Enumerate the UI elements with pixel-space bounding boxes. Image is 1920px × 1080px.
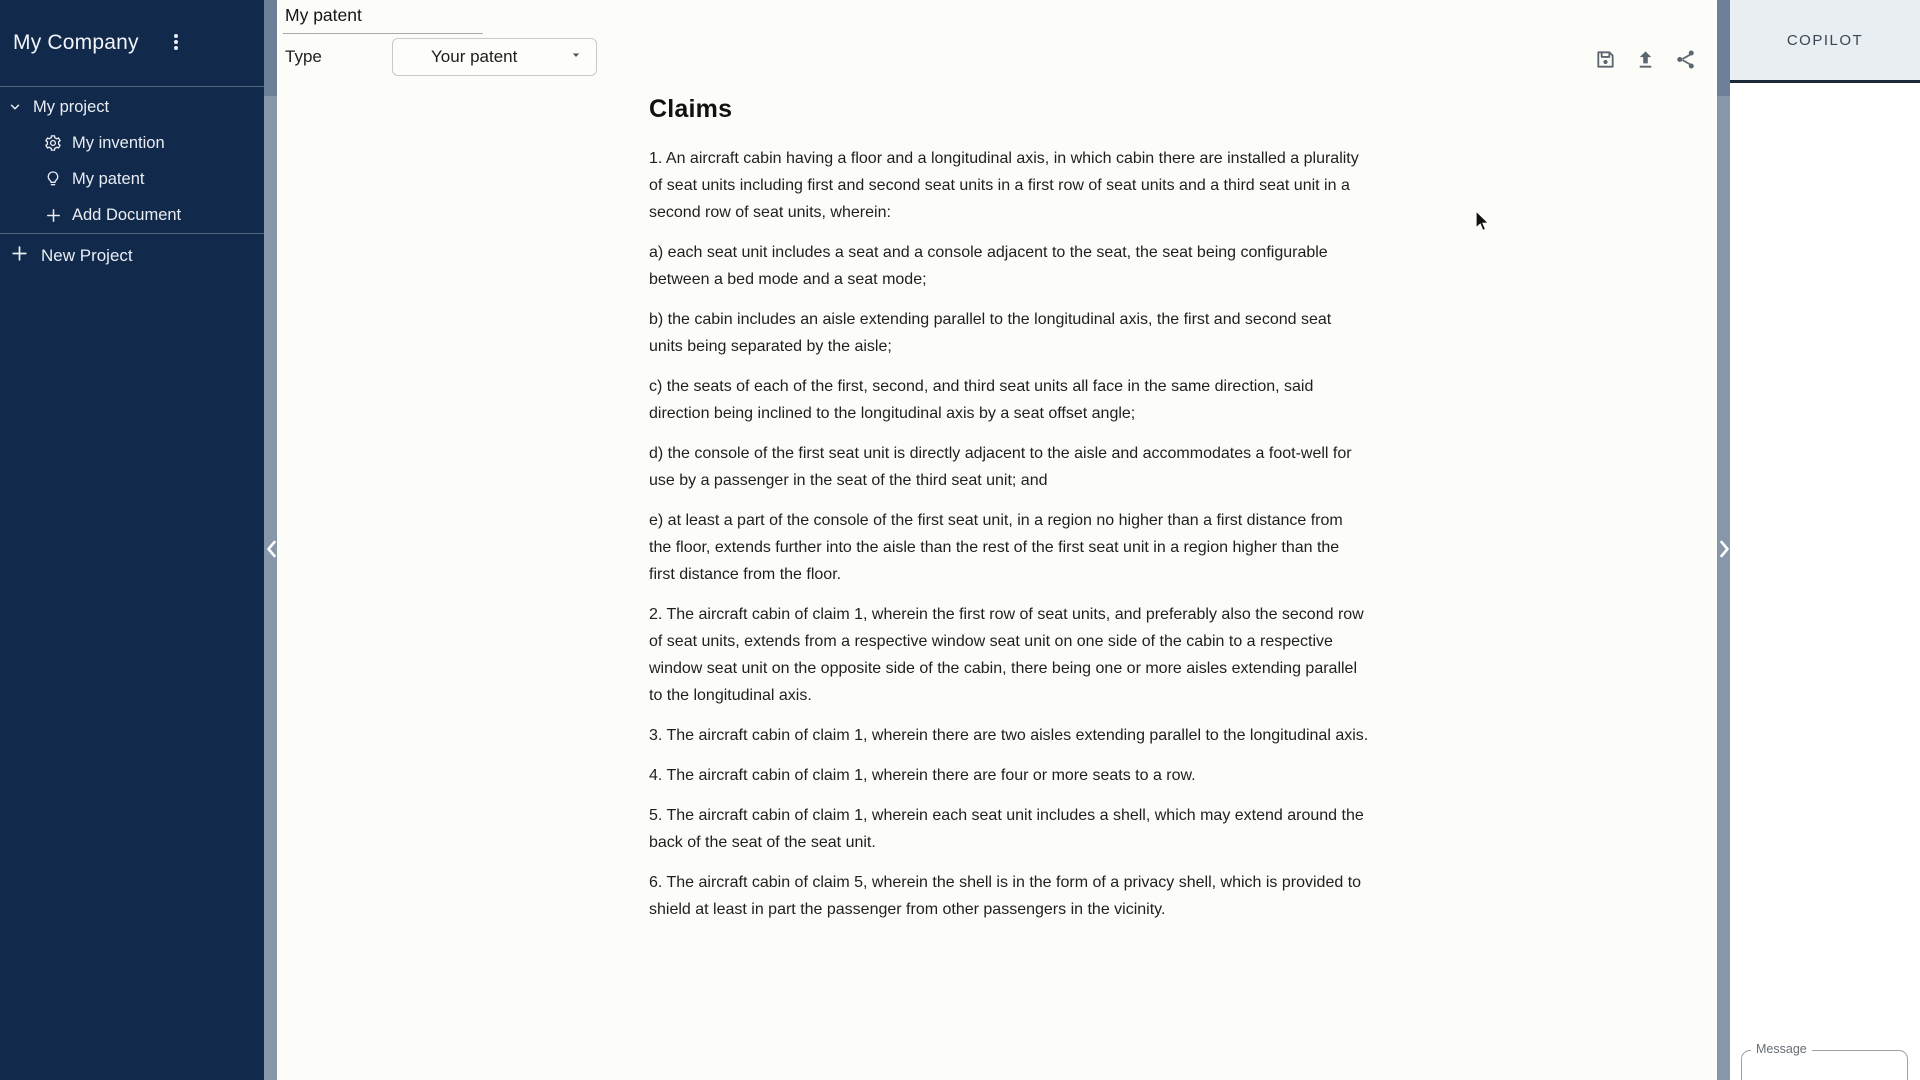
- main-content: [277, 0, 1717, 1080]
- claim-paragraph: a) each seat unit includes a seat and a console adjacent to the seat, the seat being configurable between a bed mode and a seat mode;: [649, 244, 1328, 288]
- chevron-right-icon: [1718, 539, 1731, 562]
- new-project-button[interactable]: [0, 234, 264, 278]
- sidebar-item-add-document[interactable]: [0, 197, 264, 233]
- sidebar-item-my-patent[interactable]: [0, 161, 264, 197]
- caret-down-icon: [569, 47, 583, 67]
- claim-paragraph: 5. The aircraft cabin of claim 1, wherein each seat unit includes a shell, which may extend around the back of the seat of the seat unit.: [649, 807, 1364, 851]
- claims-heading: Claims: [649, 95, 733, 123]
- claim-paragraph: d) the console of the first seat unit is directly adjacent to the aisle and accommodates a foot-well for use by a passenger in the seat of the third seat unit; and: [649, 445, 1352, 489]
- project-tree: [0, 87, 264, 233]
- sidebar-item-label: My project: [33, 97, 110, 116]
- plus-icon: [10, 244, 29, 268]
- toolbar: [1592, 46, 1699, 76]
- right-splitter[interactable]: [1717, 0, 1730, 1080]
- claim-paragraph: 6. The aircraft cabin of claim 5, wherein the shell is in the form of a privacy shell, which is provided to shield at least in part the passenger from other passengers in the vicinity.: [649, 874, 1362, 918]
- type-row: [285, 38, 597, 76]
- message-input[interactable]: [1741, 1042, 1908, 1080]
- claim-paragraph: e) at least a part of the console of the first seat unit, in a region no higher than a first distance from the floor, extends further into the aisle than the rest of the first seat unit in a region higher than the first distance from the floor.: [649, 512, 1343, 583]
- sidebar-item-my-project[interactable]: [0, 89, 264, 125]
- type-select[interactable]: [392, 38, 597, 76]
- scrollbar-thumb[interactable]: [1717, 0, 1730, 96]
- document-title-input[interactable]: My patent: [283, 3, 483, 34]
- chevron-down-icon: [6, 100, 24, 114]
- lightbulb-icon: [44, 170, 62, 188]
- copilot-panel: [1730, 0, 1920, 1080]
- claim-paragraph: b) the cabin includes an aisle extending parallel to the longitudinal axis, the first and second seat units being separated by the aisle;: [649, 311, 1332, 355]
- share-icon: [1674, 48, 1697, 74]
- claims-body: [649, 145, 1369, 923]
- claim-paragraph: 1. An aircraft cabin having a floor and a longitudinal axis, in which cabin there are installed a plurality of seat units including first and second seat units in a first row of seat units and a third seat unit in a second row of seat units, wherein:: [649, 150, 1359, 221]
- kebab-icon: [167, 32, 185, 55]
- new-project-label: New Project: [41, 246, 133, 265]
- upload-icon: [1634, 48, 1657, 74]
- save-icon: [1594, 48, 1617, 74]
- company-name: My Company: [13, 31, 139, 54]
- gear-icon: [44, 134, 62, 152]
- upload-button[interactable]: [1632, 46, 1659, 76]
- company-menu-button[interactable]: [163, 28, 189, 59]
- message-input-label: Message: [1751, 1042, 1812, 1056]
- claim-paragraph: 4. The aircraft cabin of claim 1, wherein there are four or more seats to a row.: [649, 767, 1196, 784]
- patent-document: [649, 95, 1369, 936]
- sidebar-item-my-invention[interactable]: [0, 125, 264, 161]
- sidebar-item-label: My invention: [72, 133, 165, 152]
- claim-paragraph: 2. The aircraft cabin of claim 1, wherein the first row of seat units, and preferably also the second row of seat units, extends from a respective window seat unit on one side of the cabin to a respective window seat unit on the opposite side of the cabin, there being one or more aisles extending parallel to the longitudinal axis.: [649, 606, 1364, 704]
- sidebar: [0, 0, 264, 1080]
- sidebar-item-label: My patent: [72, 169, 145, 188]
- type-label: Type: [285, 47, 322, 66]
- copilot-header: [1730, 0, 1920, 83]
- sidebar-header: [0, 0, 264, 86]
- sidebar-item-label: Add Document: [72, 205, 182, 224]
- share-button[interactable]: [1672, 46, 1699, 76]
- scrollbar-thumb[interactable]: [264, 0, 277, 96]
- chevron-left-icon: [265, 539, 278, 562]
- claim-paragraph: c) the seats of each of the first, second, and third seat units all face in the same direction, said direction being inclined to the longitudinal axis by a seat offset angle;: [649, 378, 1314, 422]
- plus-icon: [44, 207, 62, 224]
- claim-paragraph: 3. The aircraft cabin of claim 1, wherein there are two aisles extending parallel to the longitudinal axis.: [649, 727, 1369, 744]
- type-select-value: Your patent: [431, 47, 518, 66]
- left-splitter[interactable]: [264, 0, 277, 1080]
- save-button[interactable]: [1592, 46, 1619, 76]
- copilot-title: COPILOT: [1786, 31, 1864, 49]
